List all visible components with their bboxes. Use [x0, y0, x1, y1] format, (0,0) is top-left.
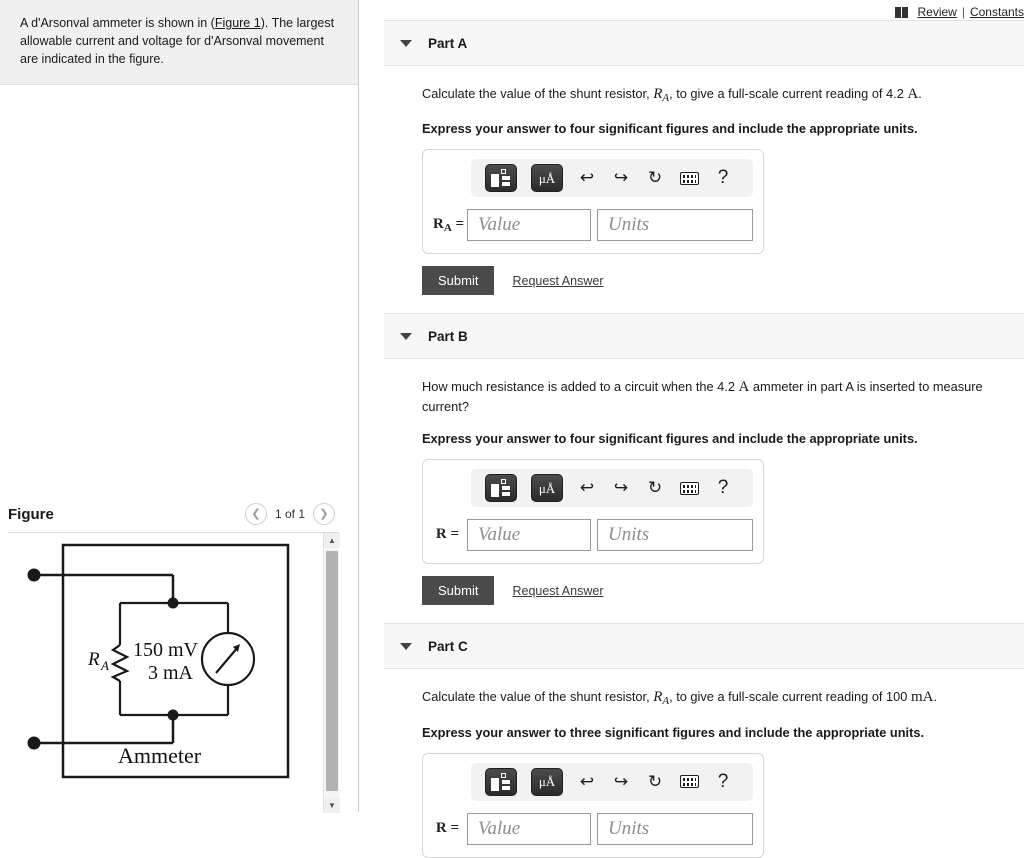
figure-header: [0, 495, 359, 533]
answer-value-input-a[interactable]: Value: [467, 209, 591, 241]
figure-next-button[interactable]: [313, 503, 335, 525]
question-unit-c: mA: [910, 689, 934, 706]
answer-variable-label-a: $R_A$ =: [433, 216, 465, 235]
book-icon: [895, 7, 909, 18]
answer-toolbar-c: [471, 763, 753, 801]
reset-circular-arrow-icon[interactable]: ↻: [647, 478, 663, 498]
request-answer-link-a[interactable]: Request Answer: [512, 273, 604, 288]
part-header-a[interactable]: [384, 20, 1024, 66]
answer-variable-label-c: R =: [435, 819, 459, 836]
units-micro-angstrom-icon[interactable]: μÅ: [531, 768, 563, 796]
right-panel: [360, 0, 1024, 839]
instruction-c: Express your answer to three significant figures and include the appropriate units.: [422, 724, 925, 740]
question-var-a: R: [653, 86, 663, 102]
math-template-icon[interactable]: [485, 474, 517, 502]
scroll-down-arrow-icon[interactable]: ▼: [324, 798, 340, 813]
submit-button-a[interactable]: Submit: [422, 266, 494, 295]
question-post-a: .: [918, 86, 922, 101]
part-body-b: [384, 359, 1024, 605]
triangle-down-icon: [400, 333, 412, 340]
part-section-a: [384, 20, 1024, 295]
question-unit-a: A: [907, 86, 919, 102]
help-question-icon[interactable]: ?: [717, 167, 729, 189]
svg-text:A: A: [101, 658, 109, 673]
answer-box-b: [422, 459, 764, 564]
left-panel: [0, 0, 359, 812]
question-var-sub-a: A: [662, 92, 670, 104]
review-link[interactable]: Review: [917, 5, 957, 19]
chevron-right-icon: ❯: [319, 507, 329, 520]
reset-circular-arrow-icon[interactable]: ↻: [647, 771, 663, 791]
submit-row-b: [422, 576, 1024, 605]
constants-link[interactable]: Constants: [969, 5, 1024, 19]
help-question-icon[interactable]: ?: [717, 770, 729, 792]
part-body-a: [384, 66, 1024, 295]
answer-units-input-b[interactable]: Units: [597, 519, 753, 551]
svg-text:150 mV: 150 mV: [133, 639, 198, 661]
svg-text:R: R: [88, 649, 100, 670]
problem-text-before: A d'Arsonval ammeter is shown in (: [20, 16, 215, 30]
part-section-c: [384, 623, 1024, 857]
redo-arrow-icon[interactable]: ↪: [613, 771, 629, 791]
answer-row-c: [433, 813, 753, 845]
question-post-b: ammeter in part A is inserted to measure current?: [422, 379, 983, 415]
keyboard-icon[interactable]: [679, 167, 699, 189]
question-pre-b: How much resistance is added to a circuit when the 4.2: [422, 379, 739, 395]
part-label-b: Part B: [428, 328, 468, 344]
undo-arrow-icon[interactable]: ↩: [579, 168, 595, 188]
keyboard-icon[interactable]: [679, 477, 699, 499]
question-mid-c: , to give a full-scale current reading of 100: [669, 689, 911, 705]
instruction-a: Express your answer to four significant figures and include the appropriate units.: [422, 121, 918, 137]
question-var-sub-c: A: [662, 695, 670, 708]
answer-row-b: [433, 519, 753, 551]
help-question-icon[interactable]: ?: [717, 477, 729, 499]
question-pre-c: Calculate the value of the shunt resistor,: [422, 689, 654, 705]
units-micro-angstrom-icon[interactable]: μÅ: [531, 164, 563, 192]
triangle-down-icon: [400, 40, 412, 47]
answer-value-input-c[interactable]: Value: [467, 813, 591, 845]
part-body-c: [384, 669, 1024, 857]
part-label-c: Part C: [428, 638, 468, 654]
chevron-left-icon: ❮: [251, 507, 261, 520]
answer-toolbar-b: [471, 469, 753, 507]
redo-arrow-icon[interactable]: ↪: [613, 478, 629, 498]
answer-toolbar-a: [471, 159, 753, 197]
question-var-c: R: [653, 689, 663, 706]
part-label-a: Part A: [428, 35, 468, 51]
part-section-b: [384, 313, 1024, 605]
answer-box-c: [422, 753, 764, 858]
figure-1-link[interactable]: Figure 1: [214, 16, 261, 30]
problem-statement-text: [20, 14, 340, 68]
problem-statement-box: [0, 0, 358, 85]
figure-scrollbar[interactable]: [323, 533, 339, 813]
answer-units-input-a[interactable]: Units: [597, 209, 753, 241]
figure-pagination: [245, 503, 335, 525]
scrollbar-thumb[interactable]: [326, 551, 338, 791]
question-text-c: [422, 687, 1024, 709]
answer-box-a: [422, 149, 764, 254]
undo-arrow-icon[interactable]: ↩: [579, 478, 595, 498]
question-pre-a: Calculate the value of the shunt resistor,: [422, 86, 654, 101]
part-header-b[interactable]: [384, 313, 1024, 359]
answer-value-input-b[interactable]: Value: [467, 519, 591, 551]
svg-text:Ammeter: Ammeter: [118, 743, 202, 768]
links-separator: |: [961, 5, 965, 19]
undo-arrow-icon[interactable]: ↩: [579, 771, 595, 791]
answer-variable-label-b: R =: [435, 526, 459, 543]
figure-viewport: [8, 532, 339, 812]
question-text-b: [422, 377, 1024, 416]
question-unit-b: A: [738, 379, 750, 396]
math-template-icon[interactable]: [485, 768, 517, 796]
top-links-bar: [360, 0, 1024, 20]
answer-row-a: [433, 209, 753, 241]
answer-units-input-c[interactable]: Units: [597, 813, 753, 845]
math-template-icon[interactable]: [485, 164, 517, 192]
units-micro-angstrom-icon[interactable]: μÅ: [531, 474, 563, 502]
question-mid-a: , to give a full-scale current reading of 4.2: [669, 86, 908, 101]
request-answer-link-b[interactable]: Request Answer: [512, 583, 604, 598]
part-header-c[interactable]: [384, 623, 1024, 669]
figure-prev-button[interactable]: [245, 503, 267, 525]
submit-row-a: [422, 266, 1024, 295]
redo-arrow-icon[interactable]: ↪: [613, 168, 629, 188]
scroll-up-arrow-icon[interactable]: ▲: [324, 533, 340, 548]
svg-text:3 mA: 3 mA: [148, 662, 193, 684]
problem-text-after: ). The largest allowable current and voltage for d'Arsonval movement are indicated in the figure.: [20, 16, 335, 67]
triangle-down-icon: [400, 643, 412, 650]
keyboard-icon[interactable]: [679, 771, 699, 793]
instruction-b: Express your answer to four significant figures and include the appropriate units.: [422, 431, 918, 447]
reset-circular-arrow-icon[interactable]: ↻: [647, 168, 663, 188]
question-post-c: .: [933, 689, 938, 705]
question-text-a: [422, 84, 1024, 106]
figure-counter: 1 of 1: [274, 507, 305, 521]
figure-title: Figure: [8, 505, 54, 523]
ammeter-circuit-diagram: [8, 533, 323, 813]
submit-button-b[interactable]: Submit: [422, 576, 494, 605]
